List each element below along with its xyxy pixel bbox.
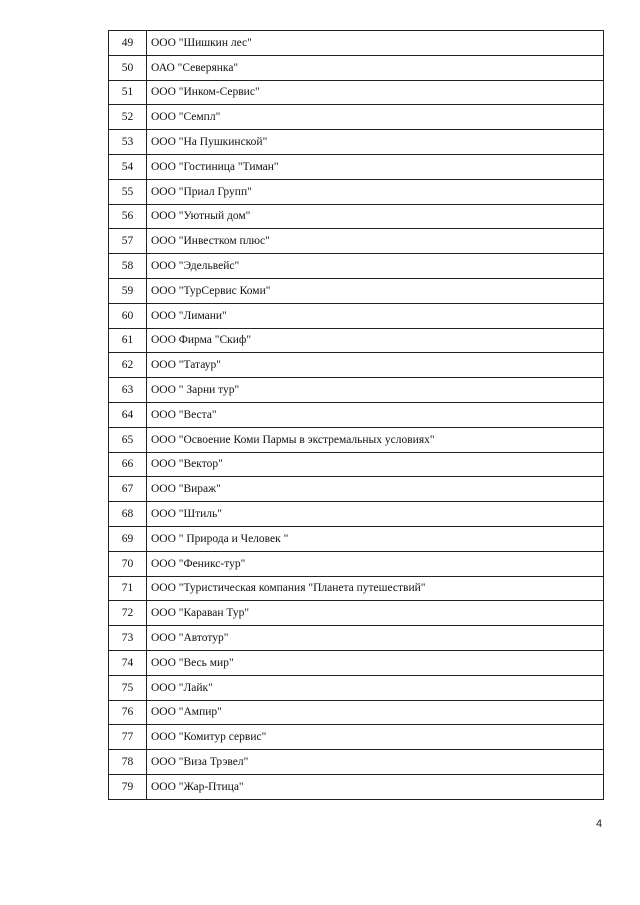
table-row — [109, 774, 604, 799]
organization-name-cell: ООО "Приал Групп" — [147, 179, 604, 204]
organization-name-cell: ООО "Караван Тур" — [147, 601, 604, 626]
row-number-cell: 66 — [109, 452, 147, 477]
organization-name-cell: ООО "Шишкин лес" — [147, 31, 604, 56]
row-number-cell: 67 — [109, 477, 147, 502]
organization-name-cell: ООО "Жар-Птица" — [147, 774, 604, 799]
table-row — [109, 179, 604, 204]
row-number-cell: 76 — [109, 700, 147, 725]
organization-name-cell: ООО "Лимани" — [147, 303, 604, 328]
row-number-cell: 50 — [109, 55, 147, 80]
table-row — [109, 204, 604, 229]
row-number-cell: 52 — [109, 105, 147, 130]
row-number-cell: 49 — [109, 31, 147, 56]
organization-name-cell: ООО "Виза Трэвел" — [147, 750, 604, 775]
table-row — [109, 601, 604, 626]
row-number-cell: 62 — [109, 353, 147, 378]
organization-name-cell: ООО "Комитур сервис" — [147, 725, 604, 750]
table-row — [109, 328, 604, 353]
row-number-cell: 60 — [109, 303, 147, 328]
organization-name-cell: ОАО "Северянка" — [147, 55, 604, 80]
organization-name-cell: ООО "ТурСервис Коми" — [147, 278, 604, 303]
table-row — [109, 675, 604, 700]
row-number-cell: 56 — [109, 204, 147, 229]
row-number-cell: 59 — [109, 278, 147, 303]
table-row — [109, 254, 604, 279]
table-row — [109, 477, 604, 502]
table-row — [109, 402, 604, 427]
organization-name-cell: ООО "Инком-Сервис" — [147, 80, 604, 105]
row-number-cell: 72 — [109, 601, 147, 626]
row-number-cell: 74 — [109, 650, 147, 675]
organization-name-cell: ООО Фирма "Скиф" — [147, 328, 604, 353]
table-row — [109, 427, 604, 452]
table-row — [109, 303, 604, 328]
row-number-cell: 61 — [109, 328, 147, 353]
table-row — [109, 526, 604, 551]
page-number: 4 — [595, 818, 603, 830]
table-row — [109, 750, 604, 775]
table-row — [109, 154, 604, 179]
table-row — [109, 353, 604, 378]
organization-name-cell: ООО " Зарни тур" — [147, 378, 604, 403]
row-number-cell: 70 — [109, 551, 147, 576]
organization-name-cell: ООО "Освоение Коми Пармы в экстремальных условиях" — [147, 427, 604, 452]
row-number-cell: 57 — [109, 229, 147, 254]
organization-name-cell: ООО "Вираж" — [147, 477, 604, 502]
row-number-cell: 65 — [109, 427, 147, 452]
table-row — [109, 130, 604, 155]
organization-name-cell: ООО "На Пушкинской" — [147, 130, 604, 155]
organization-name-cell: ООО "Феникс-тур" — [147, 551, 604, 576]
organization-name-cell: ООО "Лайк" — [147, 675, 604, 700]
organization-name-cell: ООО "Веста" — [147, 402, 604, 427]
organizations-table — [108, 30, 604, 800]
organization-name-cell: ООО "Вектор" — [147, 452, 604, 477]
table-row — [109, 105, 604, 130]
row-number-cell: 55 — [109, 179, 147, 204]
table-row — [109, 725, 604, 750]
row-number-cell: 79 — [109, 774, 147, 799]
organization-name-cell: ООО "Инвестком плюс" — [147, 229, 604, 254]
row-number-cell: 58 — [109, 254, 147, 279]
organization-name-cell: ООО "Ампир" — [147, 700, 604, 725]
table-row — [109, 452, 604, 477]
organization-name-cell: ООО "Туристическая компания "Планета путешествий" — [147, 576, 604, 601]
organization-name-cell: ООО "Эдельвейс" — [147, 254, 604, 279]
table-row — [109, 278, 604, 303]
organization-name-cell: ООО " Природа и Человек " — [147, 526, 604, 551]
row-number-cell: 63 — [109, 378, 147, 403]
organizations-table-body — [109, 31, 604, 800]
table-row — [109, 55, 604, 80]
table-row — [109, 229, 604, 254]
row-number-cell: 54 — [109, 154, 147, 179]
row-number-cell: 69 — [109, 526, 147, 551]
row-number-cell: 53 — [109, 130, 147, 155]
row-number-cell: 71 — [109, 576, 147, 601]
organization-name-cell: ООО "Уютный дом" — [147, 204, 604, 229]
row-number-cell: 64 — [109, 402, 147, 427]
table-row — [109, 626, 604, 651]
row-number-cell: 68 — [109, 502, 147, 527]
table-row — [109, 80, 604, 105]
organization-name-cell: ООО "Гостиница "Тиман" — [147, 154, 604, 179]
table-row — [109, 700, 604, 725]
organization-name-cell: ООО "Семпл" — [147, 105, 604, 130]
organization-name-cell: ООО "Штиль" — [147, 502, 604, 527]
table-row — [109, 378, 604, 403]
table-row — [109, 650, 604, 675]
table-row — [109, 576, 604, 601]
table-row — [109, 502, 604, 527]
row-number-cell: 51 — [109, 80, 147, 105]
organization-name-cell: ООО "Весь мир" — [147, 650, 604, 675]
organization-name-cell: ООО "Автотур" — [147, 626, 604, 651]
row-number-cell: 73 — [109, 626, 147, 651]
table-row — [109, 31, 604, 56]
organization-name-cell: ООО "Татаур" — [147, 353, 604, 378]
row-number-cell: 77 — [109, 725, 147, 750]
table-row — [109, 551, 604, 576]
row-number-cell: 78 — [109, 750, 147, 775]
row-number-cell: 75 — [109, 675, 147, 700]
